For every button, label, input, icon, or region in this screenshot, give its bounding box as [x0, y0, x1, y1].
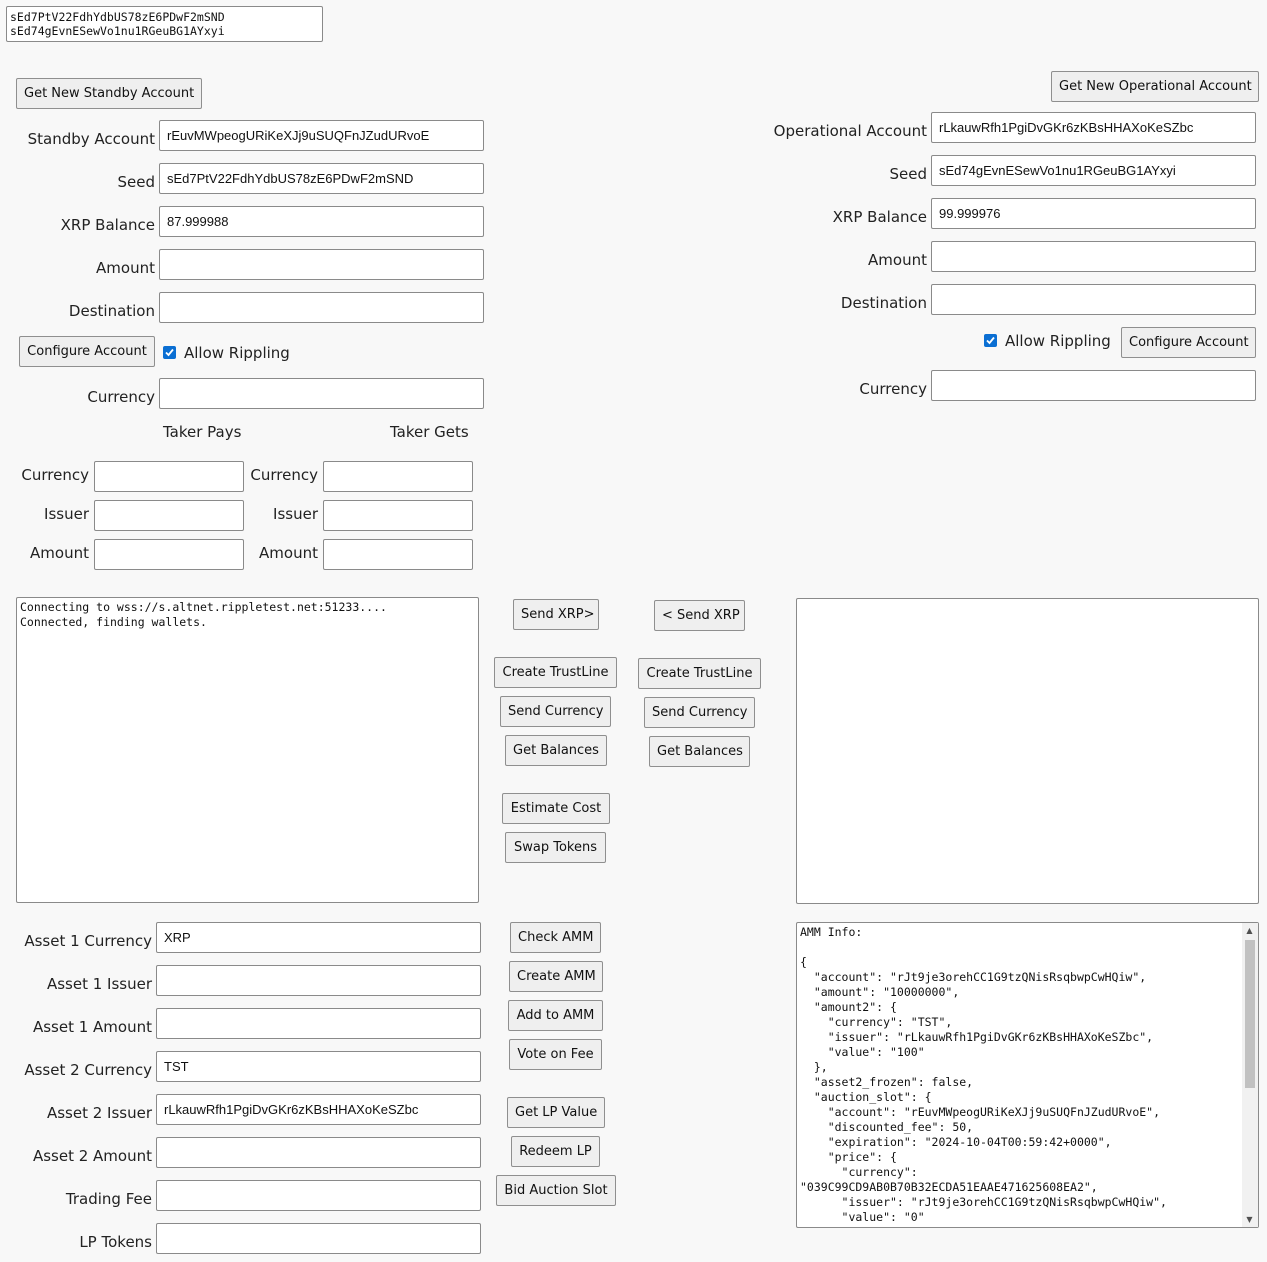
taker-pays-heading: Taker Pays: [163, 423, 242, 441]
taker-gets-currency-input[interactable]: [323, 461, 473, 492]
standby-currency-input[interactable]: [159, 378, 484, 409]
asset1-currency-label: Asset 1 Currency: [24, 932, 152, 950]
operational-allow-rippling-checkbox[interactable]: [984, 334, 997, 347]
standby-balance-label: XRP Balance: [60, 216, 155, 234]
asset1-issuer-input[interactable]: [156, 965, 481, 996]
estimate-cost-button[interactable]: Estimate Cost: [502, 793, 610, 824]
operational-account-input[interactable]: rLkauwRfh1PgiDvGKr6zKBsHHAXoKeSZbc: [931, 112, 1256, 143]
asset2-currency-input[interactable]: TST: [156, 1051, 481, 1082]
standby-currency-label: Currency: [87, 388, 155, 406]
send-xrp-to-standby-button[interactable]: < Send XRP: [654, 600, 745, 631]
operational-log-textarea[interactable]: [796, 598, 1259, 904]
scroll-up-arrow-icon[interactable]: ▲: [1246, 926, 1253, 935]
trading-fee-input[interactable]: [156, 1180, 481, 1211]
operational-send-currency-button[interactable]: Send Currency: [644, 697, 755, 728]
asset1-currency-input[interactable]: XRP: [156, 922, 481, 953]
asset1-amount-input[interactable]: [156, 1008, 481, 1039]
operational-balance-label: XRP Balance: [832, 208, 927, 226]
get-new-operational-account-button[interactable]: Get New Operational Account: [1051, 71, 1259, 102]
operational-destination-input[interactable]: [931, 284, 1256, 315]
operational-configure-account-button[interactable]: Configure Account: [1121, 327, 1256, 358]
taker-gets-currency-label: Currency: [250, 466, 318, 484]
standby-destination-label: Destination: [68, 302, 155, 320]
standby-seed-input[interactable]: sEd7PtV22FdhYdbUS78zE6PDwF2mSND: [159, 163, 484, 194]
taker-pays-amount-input[interactable]: [94, 539, 244, 570]
create-amm-button[interactable]: Create AMM: [509, 961, 603, 992]
taker-gets-heading: Taker Gets: [390, 423, 469, 441]
standby-allow-rippling-checkbox[interactable]: [163, 346, 176, 359]
operational-allow-rippling-label: Allow Rippling: [1005, 332, 1111, 350]
asset2-issuer-input[interactable]: rLkauwRfh1PgiDvGKr6zKBsHHAXoKeSZbc: [156, 1094, 481, 1125]
vote-on-fee-button[interactable]: Vote on Fee: [509, 1039, 602, 1070]
swap-tokens-button[interactable]: Swap Tokens: [505, 832, 606, 863]
asset2-amount-input[interactable]: [156, 1137, 481, 1168]
taker-pays-issuer-input[interactable]: [94, 500, 244, 531]
asset2-amount-label: Asset 2 Amount: [32, 1147, 152, 1165]
amm-info-textarea[interactable]: AMM Info: { "account": "rJt9je3orehCC1G9tzQNisRsqbwpCwHQiw", "amount": "10000000", "amount2": { "currency": "TST", "issuer": "rLkauwRfh1PgiDvGKr6zKBsHHAXoKeSZbc", "value": "100" }, "asset2_frozen": false, "auction_slot": { "account": "rEuvMWpeogURiKeXJj9uSUQFnJZudURvoE", "discounted_fee": 50, "expiration": "2024-10-04T00:59:42+0000", "price": { "currency": "039C99CD9AB0B70B32ECDA51EAAE471625608EA2", "issuer": "rJt9je3orehCC1G9tzQNisRsqbwpCwHQiw", "value": "0": [796, 922, 1259, 1228]
standby-amount-label: Amount: [96, 259, 155, 277]
operational-seed-label: Seed: [889, 165, 927, 183]
operational-create-trustline-button[interactable]: Create TrustLine: [638, 658, 761, 689]
operational-currency-label: Currency: [859, 380, 927, 398]
operational-get-balances-button[interactable]: Get Balances: [649, 736, 750, 767]
standby-get-balances-button[interactable]: Get Balances: [505, 735, 607, 766]
standby-destination-input[interactable]: [159, 292, 484, 323]
standby-account-label: Standby Account: [27, 130, 155, 148]
lp-tokens-input[interactable]: [156, 1223, 481, 1254]
standby-allow-rippling-label: Allow Rippling: [184, 344, 290, 362]
standby-log-textarea[interactable]: Connecting to wss://s.altnet.rippletest.net:51233.... Connected, finding wallets.: [16, 597, 479, 903]
get-lp-value-button[interactable]: Get LP Value: [507, 1097, 605, 1128]
asset2-currency-label: Asset 2 Currency: [24, 1061, 152, 1079]
amm-info-scrollbar[interactable]: [1242, 923, 1258, 1227]
trading-fee-label: Trading Fee: [65, 1190, 152, 1208]
asset1-amount-label: Asset 1 Amount: [32, 1018, 152, 1036]
standby-configure-account-button[interactable]: Configure Account: [19, 336, 155, 367]
taker-gets-issuer-input[interactable]: [323, 500, 473, 531]
standby-create-trustline-button[interactable]: Create TrustLine: [494, 657, 617, 688]
standby-amount-input[interactable]: [159, 249, 484, 280]
operational-amount-label: Amount: [868, 251, 927, 269]
check-amm-button[interactable]: Check AMM: [510, 922, 601, 953]
asset2-issuer-label: Asset 2 Issuer: [46, 1104, 152, 1122]
standby-account-input[interactable]: rEuvMWpeogURiKeXJj9uSUQFnJZudURvoE: [159, 120, 484, 151]
taker-pays-issuer-label: Issuer: [44, 505, 89, 523]
send-xrp-to-operational-button[interactable]: Send XRP>: [513, 599, 599, 630]
taker-gets-amount-input[interactable]: [323, 539, 473, 570]
standby-seed-label: Seed: [117, 173, 155, 191]
get-new-standby-account-button[interactable]: Get New Standby Account: [16, 78, 202, 109]
operational-amount-input[interactable]: [931, 241, 1256, 272]
redeem-lp-button[interactable]: Redeem LP: [511, 1136, 600, 1167]
bid-auction-slot-button[interactable]: Bid Auction Slot: [496, 1175, 616, 1206]
taker-gets-amount-label: Amount: [259, 544, 318, 562]
standby-send-currency-button[interactable]: Send Currency: [500, 696, 611, 727]
operational-balance-input[interactable]: 99.999976: [931, 198, 1256, 229]
operational-currency-input[interactable]: [931, 370, 1256, 401]
taker-pays-currency-input[interactable]: [94, 461, 244, 492]
operational-destination-label: Destination: [840, 294, 927, 312]
asset1-issuer-label: Asset 1 Issuer: [46, 975, 152, 993]
lp-tokens-label: LP Tokens: [79, 1233, 152, 1251]
taker-pays-currency-label: Currency: [21, 466, 89, 484]
taker-pays-amount-label: Amount: [30, 544, 89, 562]
seeds-textarea[interactable]: sEd7PtV22FdhYdbUS78zE6PDwF2mSND sEd74gEvnESewVo1nu1RGeuBG1AYxyi: [6, 6, 323, 42]
scrollbar-thumb[interactable]: [1245, 940, 1255, 1088]
operational-account-label: Operational Account: [773, 122, 927, 140]
taker-gets-issuer-label: Issuer: [273, 505, 318, 523]
standby-balance-input[interactable]: 87.999988: [159, 206, 484, 237]
operational-seed-input[interactable]: sEd74gEvnESewVo1nu1RGeuBG1AYxyi: [931, 155, 1256, 186]
scroll-down-arrow-icon[interactable]: ▼: [1246, 1215, 1253, 1224]
add-to-amm-button[interactable]: Add to AMM: [508, 1000, 603, 1031]
